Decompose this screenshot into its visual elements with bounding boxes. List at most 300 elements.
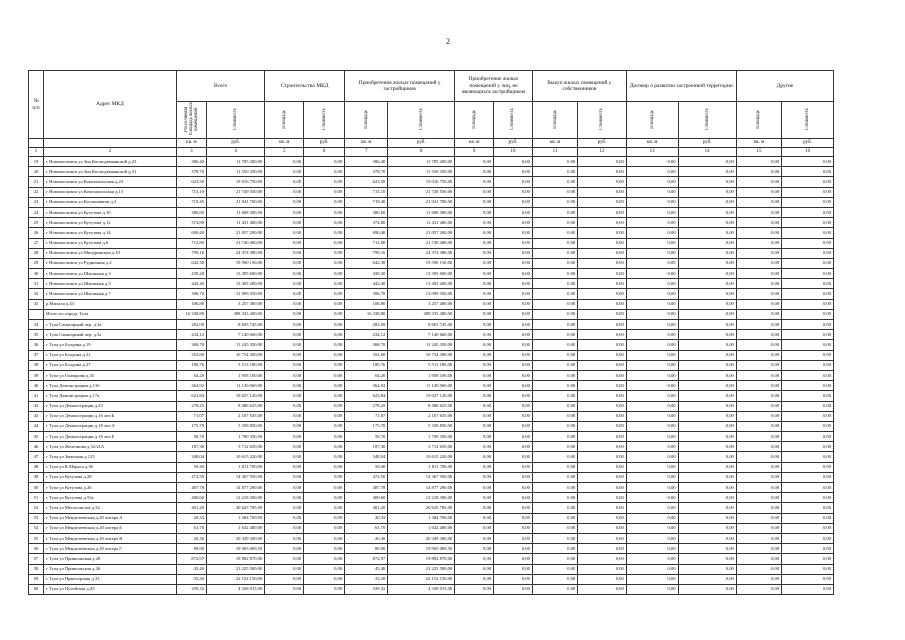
zero-cell: 0,00 <box>494 218 533 228</box>
unit-cell: руб. <box>578 139 627 148</box>
zero-cell: 0,00 <box>678 269 736 279</box>
column-number: 15 <box>736 148 781 157</box>
column-number: 14 <box>678 148 736 157</box>
column-number: 9 <box>455 148 494 157</box>
zero-cell: 0,00 <box>782 513 834 523</box>
table-row <box>29 238 834 248</box>
zero-cell: 0,00 <box>626 503 678 513</box>
zero-cell: 0,00 <box>626 350 678 360</box>
zero-cell: 0,00 <box>736 248 781 258</box>
zero-cell: 0,00 <box>626 218 678 228</box>
zero-cell: 0,00 <box>626 207 678 217</box>
table-row <box>29 513 834 523</box>
row-address: г Тула ул Менделеевская д.20 литера В <box>44 533 177 543</box>
zero-cell: 0,00 <box>532 309 577 319</box>
build-cost: 0,00 <box>304 401 345 411</box>
build-area: 0,00 <box>265 462 304 472</box>
zero-cell: 0,00 <box>736 391 781 401</box>
row-address: г Тула ул Кутузова д.28 <box>44 472 177 482</box>
zero-cell: 0,00 <box>578 493 627 503</box>
zero-cell: 0,00 <box>578 533 627 543</box>
total-area: 20,30 <box>176 533 206 543</box>
zero-cell: 0,00 <box>578 248 627 258</box>
build-area: 0,00 <box>265 258 304 268</box>
zero-cell: 0,00 <box>578 187 627 197</box>
zero-cell: 0,00 <box>678 157 736 167</box>
zero-cell: 0,00 <box>455 299 494 309</box>
row-number: 40 <box>29 381 44 391</box>
table-row <box>29 503 834 513</box>
subheader-label: Стоимость <box>510 107 516 131</box>
zero-cell: 0,00 <box>782 452 834 462</box>
zero-cell: 0,00 <box>494 503 533 513</box>
total-area: 380,60 <box>176 207 206 217</box>
unit-cell: кв. м <box>532 139 577 148</box>
total-cost: 20 349 300,00 <box>207 533 265 543</box>
row-address: г Новомосковск ул Школьная д.7 <box>44 289 177 299</box>
zero-cell: 0,00 <box>578 421 627 431</box>
zero-cell: 0,00 <box>736 269 781 279</box>
table-row <box>29 197 834 207</box>
zero-cell: 0,00 <box>494 574 533 584</box>
subheader-area <box>265 102 304 139</box>
zero-cell: 0,00 <box>678 452 736 462</box>
total-area: 690,40 <box>176 228 206 238</box>
purchase-area: 439,20 <box>345 269 388 279</box>
zero-cell: 0,00 <box>678 401 736 411</box>
total-cost: 11 550 350,00 <box>207 167 265 177</box>
total-area: 64,20 <box>176 370 206 380</box>
zero-cell: 0,00 <box>455 442 494 452</box>
purchase-area: 713,10 <box>345 187 388 197</box>
total-area: 348,04 <box>176 452 206 462</box>
build-cost: 0,00 <box>304 218 345 228</box>
zero-cell: 0,00 <box>455 554 494 564</box>
build-area: 0,00 <box>265 370 304 380</box>
build-cost: 0,00 <box>304 167 345 177</box>
zero-cell: 0,00 <box>494 523 533 533</box>
unit-cell: кв. м <box>345 139 388 148</box>
purchase-area: 16 338,80 <box>345 309 388 319</box>
zero-cell: 0,00 <box>626 330 678 340</box>
column-number: 6 <box>304 148 345 157</box>
zero-cell: 0,00 <box>532 472 577 482</box>
zero-cell: 0,00 <box>626 411 678 421</box>
zero-cell: 0,00 <box>455 360 494 370</box>
build-area: 0,00 <box>265 269 304 279</box>
subheader-cost <box>678 102 736 139</box>
zero-cell: 0,00 <box>494 330 533 340</box>
zero-cell: 0,00 <box>626 533 678 543</box>
row-address: г Новомосковск ул Кутузова д.12 <box>44 218 177 228</box>
zero-cell: 0,00 <box>678 411 736 421</box>
row-address: г Тула ул Железнова д.32/21А <box>44 442 177 452</box>
zero-cell: 0,00 <box>494 462 533 472</box>
zero-cell: 0,00 <box>455 309 494 319</box>
table-row <box>29 299 834 309</box>
row-address: г Тула ул Кутузова д.26 <box>44 483 177 493</box>
zero-cell: 0,00 <box>736 554 781 564</box>
zero-cell: 0,00 <box>736 472 781 482</box>
zero-cell: 0,00 <box>782 248 834 258</box>
zero-cell: 0,00 <box>736 462 781 472</box>
subheader-label: Площадь <box>756 109 762 129</box>
zero-cell: 0,00 <box>532 554 577 564</box>
zero-cell: 0,00 <box>626 228 678 238</box>
zero-cell: 0,00 <box>455 269 494 279</box>
zero-cell: 0,00 <box>782 411 834 421</box>
zero-cell: 0,00 <box>736 401 781 411</box>
zero-cell: 0,00 <box>678 523 736 533</box>
build-area: 0,00 <box>265 228 304 238</box>
purchase-cost: 498 333 400,00 <box>388 309 455 319</box>
zero-cell: 0,00 <box>736 442 781 452</box>
purchase-area: 442,40 <box>345 279 388 289</box>
subheader-label: Стоимость <box>321 107 327 131</box>
zero-cell: 0,00 <box>578 411 627 421</box>
total-area: 33,20 <box>176 574 206 584</box>
row-address: г Новомосковск ул Кутузова д.14 <box>44 228 177 238</box>
zero-cell: 0,00 <box>782 533 834 543</box>
purchase-area: 401,20 <box>345 503 388 513</box>
table-row <box>29 248 834 258</box>
zero-cell: 0,00 <box>455 523 494 533</box>
zero-cell: 0,00 <box>678 564 736 574</box>
zero-cell: 0,00 <box>455 289 494 299</box>
subheader-label: Расселяемая площадь жилых помещений <box>183 102 199 136</box>
row-number: 38 <box>29 360 44 370</box>
zero-cell: 0,00 <box>736 258 781 268</box>
purchase-area: 386,40 <box>345 157 388 167</box>
row-number: 23 <box>29 197 44 207</box>
total-area: 799,16 <box>176 248 206 258</box>
zero-cell: 0,00 <box>782 432 834 442</box>
zero-cell: 0,00 <box>455 411 494 421</box>
purchase-cost: 5 358 850,00 <box>388 421 455 431</box>
zero-cell: 0,00 <box>494 370 533 380</box>
zero-cell: 0,00 <box>678 167 736 177</box>
table-row <box>29 177 834 187</box>
row-address: г Тула ул Пржегорская д.33 <box>44 574 177 584</box>
zero-cell: 0,00 <box>578 544 627 554</box>
zero-cell: 0,00 <box>455 533 494 543</box>
zero-cell: 0,00 <box>494 177 533 187</box>
zero-cell: 0,00 <box>578 401 627 411</box>
zero-cell: 0,00 <box>626 258 678 268</box>
zero-cell: 0,00 <box>782 421 834 431</box>
total-cost: 19 590 150,00 <box>207 258 265 268</box>
zero-cell: 0,00 <box>578 503 627 513</box>
total-cost: 21 941 700,00 <box>207 197 265 207</box>
zero-cell: 0,00 <box>678 299 736 309</box>
row-number: 55 <box>29 533 44 543</box>
zero-cell: 0,00 <box>782 157 834 167</box>
row-address: г Тула ул Замочная д.125 <box>44 452 177 462</box>
total-area: 180,76 <box>176 360 206 370</box>
zero-cell: 0,00 <box>678 177 736 187</box>
row-number: 39 <box>29 370 44 380</box>
unit-cell: руб. <box>678 139 736 148</box>
row-address: г Новомосковск ул Школьная д.5 <box>44 279 177 289</box>
row-address: г Тула ул Демонстрации д.18 лит.Б <box>44 432 177 442</box>
row-address: г Новомосковск ул Школьная д.3 <box>44 269 177 279</box>
subheader-cost <box>494 102 533 139</box>
table-row <box>29 320 834 330</box>
zero-cell: 0,00 <box>626 483 678 493</box>
zero-cell: 0,00 <box>678 248 736 258</box>
zero-cell: 0,00 <box>578 574 627 584</box>
total-cost: 21 057 200,00 <box>207 228 265 238</box>
zero-cell: 0,00 <box>532 452 577 462</box>
build-cost: 0,00 <box>304 248 345 258</box>
zero-cell: 0,00 <box>626 432 678 442</box>
total-area: 400,60 <box>176 493 206 503</box>
row-number: 24 <box>29 207 44 217</box>
zero-cell: 0,00 <box>782 258 834 268</box>
build-area: 0,00 <box>265 289 304 299</box>
zero-cell: 0,00 <box>532 421 577 431</box>
table-row <box>29 574 834 584</box>
zero-cell: 0,00 <box>532 258 577 268</box>
build-area: 0,00 <box>265 554 304 564</box>
zero-cell: 0,00 <box>578 289 627 299</box>
row-number: 37 <box>29 350 44 360</box>
table-row <box>29 360 834 370</box>
row-address: р Михала д.43 <box>44 299 177 309</box>
build-cost: 0,00 <box>304 513 345 523</box>
purchase-area: 368,70 <box>345 340 388 350</box>
total-area: 61,70 <box>176 523 206 533</box>
zero-cell: 0,00 <box>578 207 627 217</box>
purchase-cost: 21 749 550,00 <box>388 187 455 197</box>
build-cost: 0,00 <box>304 360 345 370</box>
zero-cell: 0,00 <box>736 483 781 493</box>
zero-cell: 0,00 <box>578 483 627 493</box>
zero-cell: 0,00 <box>578 554 627 564</box>
zero-cell: 0,00 <box>578 564 627 574</box>
zero-cell: 0,00 <box>532 360 577 370</box>
purchase-cost: 21 057 200,00 <box>388 228 455 238</box>
build-area: 0,00 <box>265 330 304 340</box>
build-cost: 0,00 <box>304 381 345 391</box>
row-address: г Новомосковск ул Зои Космодемьянской д.23 <box>44 157 177 167</box>
zero-cell: 0,00 <box>494 533 533 543</box>
total-cost: 7 140 660,00 <box>207 330 265 340</box>
build-cost: 0,00 <box>304 187 345 197</box>
build-cost: 0,00 <box>304 544 345 554</box>
purchase-area: 20,30 <box>345 533 388 543</box>
build-area: 0,00 <box>265 350 304 360</box>
zero-cell: 0,00 <box>455 238 494 248</box>
zero-cell: 0,00 <box>626 197 678 207</box>
zero-cell: 0,00 <box>578 228 627 238</box>
zero-cell: 0,00 <box>782 218 834 228</box>
total-area: 396,70 <box>176 289 206 299</box>
subheader-area <box>455 102 494 139</box>
build-area: 0,00 <box>265 187 304 197</box>
zero-cell: 0,00 <box>782 330 834 340</box>
zero-cell: 0,00 <box>736 309 781 319</box>
zero-cell: 0,00 <box>532 248 577 258</box>
zero-cell: 0,00 <box>494 472 533 482</box>
purchase-area: 348,04 <box>345 452 388 462</box>
zero-cell: 0,00 <box>578 238 627 248</box>
row-number: 32 <box>29 289 44 299</box>
total-area: 713,10 <box>176 187 206 197</box>
total-area: 45,40 <box>176 564 206 574</box>
zero-cell: 0,00 <box>455 401 494 411</box>
zero-cell: 0,00 <box>736 544 781 554</box>
zero-cell: 0,00 <box>678 197 736 207</box>
row-address: г Новомосковск ул Комсомольская д.15 <box>44 187 177 197</box>
zero-cell: 0,00 <box>494 320 533 330</box>
zero-cell: 0,00 <box>626 157 678 167</box>
column-number: 7 <box>345 148 388 157</box>
zero-cell: 0,00 <box>782 391 834 401</box>
zero-cell: 0,00 <box>626 462 678 472</box>
zero-cell: 0,00 <box>494 167 533 177</box>
zero-cell: 0,00 <box>782 554 834 564</box>
subheader-cost <box>304 102 345 139</box>
total-cost: 24 374 380,00 <box>207 248 265 258</box>
zero-cell: 0,00 <box>578 320 627 330</box>
zero-cell: 0,00 <box>455 472 494 482</box>
table-row <box>29 421 834 431</box>
zero-cell: 0,00 <box>494 228 533 238</box>
resettlement-table <box>28 70 834 595</box>
row-number: 29 <box>29 258 44 268</box>
zero-cell: 0,00 <box>494 493 533 503</box>
unit-cell: кв. м <box>176 139 206 148</box>
subheader-label: Площадь <box>471 109 477 129</box>
zero-cell: 0,00 <box>736 523 781 533</box>
zero-cell: 0,00 <box>678 544 736 554</box>
purchase-area: 712,80 <box>345 238 388 248</box>
zero-cell: 0,00 <box>578 197 627 207</box>
purchase-area: 339,32 <box>345 584 388 594</box>
table-row <box>29 523 834 533</box>
total-cost: 11 608 300,00 <box>207 207 265 217</box>
total-cost: 11 245 350,00 <box>207 340 265 350</box>
purchase-area: 234,12 <box>345 330 388 340</box>
row-address: г Тула ул Менделеевская д.20 литера А <box>44 513 177 523</box>
zero-cell: 0,00 <box>532 279 577 289</box>
row-number: 25 <box>29 218 44 228</box>
unit-cell: руб. <box>304 139 345 148</box>
table-row <box>29 483 834 493</box>
zero-cell: 0,00 <box>678 238 736 248</box>
table-row <box>29 401 834 411</box>
row-number: 44 <box>29 421 44 431</box>
total-area: 442,40 <box>176 279 206 289</box>
zero-cell: 0,00 <box>678 187 736 197</box>
zero-cell: 0,00 <box>736 177 781 187</box>
zero-cell: 0,00 <box>736 279 781 289</box>
zero-cell: 0,00 <box>578 279 627 289</box>
zero-cell: 0,00 <box>626 340 678 350</box>
total-area: 282,09 <box>176 320 206 330</box>
zero-cell: 0,00 <box>455 513 494 523</box>
zero-cell: 0,00 <box>455 544 494 554</box>
purchase-area: 106,80 <box>345 299 388 309</box>
row-address: г Тула ул Болдина д.19 <box>44 340 177 350</box>
build-area: 0,00 <box>265 391 304 401</box>
zero-cell: 0,00 <box>578 299 627 309</box>
purchase-cost: 13 493 200,00 <box>388 279 455 289</box>
purchase-cost: 11 431 400,00 <box>388 218 455 228</box>
table-row <box>29 157 834 167</box>
zero-cell: 0,00 <box>578 513 627 523</box>
build-area: 0,00 <box>265 503 304 513</box>
zero-cell: 0,00 <box>532 462 577 472</box>
purchase-cost: 24 374 380,00 <box>388 248 455 258</box>
zero-cell: 0,00 <box>494 544 533 554</box>
col-num-header: № п/п <box>29 71 44 139</box>
unit-cell: кв. м <box>265 139 304 148</box>
total-cost: 11 130 060,00 <box>207 381 265 391</box>
build-cost: 0,00 <box>304 309 345 319</box>
zero-cell: 0,00 <box>678 370 736 380</box>
table-row <box>29 462 834 472</box>
build-area: 0,00 <box>265 401 304 411</box>
build-area: 0,00 <box>265 279 304 289</box>
row-number: 30 <box>29 269 44 279</box>
zero-cell: 0,00 <box>678 421 736 431</box>
zero-cell: 0,00 <box>578 391 627 401</box>
row-address: г Тула ул Менделеевская д.20 литера Г <box>44 544 177 554</box>
zero-cell: 0,00 <box>578 523 627 533</box>
zero-cell: 0,00 <box>578 309 627 319</box>
row-number: 54 <box>29 523 44 533</box>
zero-cell: 0,00 <box>532 584 577 594</box>
build-area: 0,00 <box>265 309 304 319</box>
row-number: 20 <box>29 167 44 177</box>
purchase-cost: 11 130 060,00 <box>388 381 455 391</box>
total-cost: 22 152 150,00 <box>207 574 265 584</box>
build-area: 0,00 <box>265 574 304 584</box>
row-address: г Тула ул Кутузова д.53а <box>44 493 177 503</box>
purchase-area: 278,25 <box>345 401 388 411</box>
build-area: 0,00 <box>265 584 304 594</box>
build-area: 0,00 <box>265 218 304 228</box>
zero-cell: 0,00 <box>736 157 781 167</box>
zero-cell: 0,00 <box>532 228 577 238</box>
row-address: г Новомосковск ул Кутузова д.10 <box>44 207 177 217</box>
zero-cell: 0,00 <box>782 503 834 513</box>
purchase-cost: 8 486 625,00 <box>388 401 455 411</box>
total-area: 187,30 <box>176 442 206 452</box>
build-cost: 0,00 <box>304 442 345 452</box>
zero-cell: 0,00 <box>455 462 494 472</box>
row-address: г Тула ул Приволжская д.26 <box>44 564 177 574</box>
build-cost: 0,00 <box>304 564 345 574</box>
total-cost: 12 218 300,00 <box>207 493 265 503</box>
row-number: 48 <box>29 462 44 472</box>
build-area: 0,00 <box>265 421 304 431</box>
column-number: 3 <box>176 148 206 157</box>
purchase-area: 89,90 <box>345 544 388 554</box>
build-cost: 0,00 <box>304 574 345 584</box>
zero-cell: 0,00 <box>532 381 577 391</box>
zero-cell: 0,00 <box>736 503 781 513</box>
purchase-cost: 19 965 069,50 <box>388 544 455 554</box>
row-number: 19 <box>29 157 44 167</box>
row-address: г Новомосковск ул Космонавтов д.3 <box>44 197 177 207</box>
build-cost: 0,00 <box>304 554 345 564</box>
subheader-cost <box>782 102 834 139</box>
table-row <box>29 330 834 340</box>
row-address: г Тула ул Приволжская д.20 <box>44 554 177 564</box>
